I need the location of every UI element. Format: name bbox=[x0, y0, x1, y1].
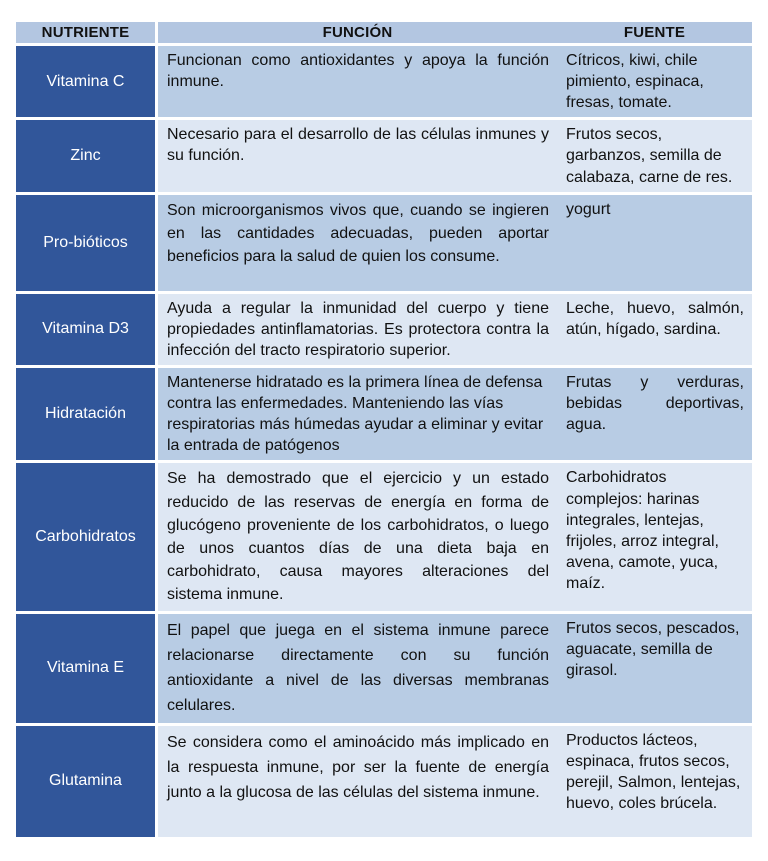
funcion-cell: Mantenerse hidratado es la primera línea de defensa contra las enfermedades. Manteniendo las vías respiratorias más húmedas ayudar a eliminar y evitar la entrada de patógenos bbox=[158, 368, 557, 463]
fuente-cell: Frutos secos, garbanzos, semilla de calabaza, carne de res. bbox=[557, 120, 752, 194]
table-row-carbohidratos bbox=[16, 463, 752, 613]
funcion-cell: Se ha demostrado que el ejercicio y un estado reducido de las reservas de energía en forma de glucógeno proveniente de los carbohidratos, o luego de unos cuantos días de una dieta baja en carbohidrato, causa mayores alteraciones del sistema inmune. bbox=[158, 463, 557, 613]
nutrient-name-cell: Vitamina E bbox=[16, 614, 158, 726]
nutrient-name-cell: Hidratación bbox=[16, 368, 158, 463]
table-row-zinc bbox=[16, 120, 752, 194]
table-row-vitamina-c bbox=[16, 46, 752, 120]
table-row-probioticos bbox=[16, 195, 752, 294]
nutrient-name-cell: Vitamina D3 bbox=[16, 294, 158, 368]
header-fuente: FUENTE bbox=[557, 22, 752, 46]
funcion-cell: Funcionan como antioxidantes y apoya la función inmune. bbox=[158, 46, 557, 120]
table-row-glutamina bbox=[16, 726, 752, 840]
nutrient-name-cell: Vitamina C bbox=[16, 46, 158, 120]
funcion-cell: Ayuda a regular la inmunidad del cuerpo y tiene propiedades antinflamatorias. Es protectora contra la infección del tracto respiratorio superior. bbox=[158, 294, 557, 368]
nutrient-name-cell: Zinc bbox=[16, 120, 158, 194]
fuente-cell: Carbohidratos complejos: harinas integrales, lentejas, frijoles, arroz integral, avena, camote, yuca, maíz. bbox=[557, 463, 752, 613]
nutrient-table bbox=[16, 22, 752, 840]
table-row-vitamina-d3 bbox=[16, 294, 752, 368]
header-nutriente: NUTRIENTE bbox=[16, 22, 158, 46]
nutrient-name-cell: Glutamina bbox=[16, 726, 158, 840]
nutrient-name-cell: Carbohidratos bbox=[16, 463, 158, 613]
funcion-cell: Son microorganismos vivos que, cuando se ingieren en las cantidades adecuadas, pueden aportar beneficios para la salud de quien los consume. bbox=[158, 195, 557, 294]
fuente-cell: Frutas y verduras, bebidas deportivas, agua. bbox=[557, 368, 752, 463]
table-row-hidratacion bbox=[16, 368, 752, 463]
header-row bbox=[16, 22, 752, 46]
fuente-cell: yogurt bbox=[557, 195, 752, 294]
fuente-cell: Cítricos, kiwi, chile pimiento, espinaca, fresas, tomate. bbox=[557, 46, 752, 120]
funcion-cell: Se considera como el aminoácido más implicado en la respuesta inmune, por ser la fuente de energía junto a la glucosa de las células del sistema inmune. bbox=[158, 726, 557, 840]
fuente-cell: Productos lácteos, espinaca, frutos secos, perejil, Salmon, lentejas, huevo, coles brúcela. bbox=[557, 726, 752, 840]
fuente-cell: Frutos secos, pescados, aguacate, semilla de girasol. bbox=[557, 614, 752, 726]
fuente-cell: Leche, huevo, salmón, atún, hígado, sardina. bbox=[557, 294, 752, 368]
table-row-vitamina-e bbox=[16, 614, 752, 726]
header-funcion: FUNCIÓN bbox=[158, 22, 557, 46]
funcion-cell: Necesario para el desarrollo de las células inmunes y su función. bbox=[158, 120, 557, 194]
nutrient-name-cell: Pro-bióticos bbox=[16, 195, 158, 294]
funcion-cell: El papel que juega en el sistema inmune parece relacionarse directamente con su función antioxidante a nivel de las diversas membranas celulares. bbox=[158, 614, 557, 726]
